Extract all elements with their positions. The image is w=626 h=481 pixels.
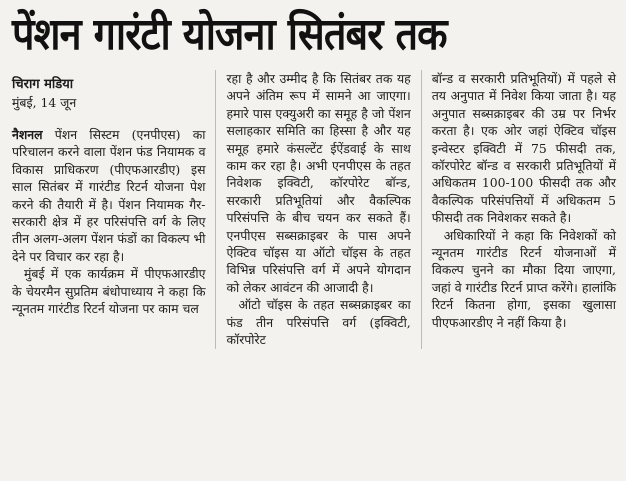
headline: पेंशन गारंटी योजना सितंबर तक — [12, 9, 447, 60]
article-paragraph: रहा है और उम्मीद है कि सितंबर तक यह अपने अंतिम रूप में सामने आ जाएगा। हमारे पास एक्युअरी का समूह है जो पेंशन सलाहकार समिति का हिस्सा है और यह समूह हमारे कंसल्टेंट ईऐंडवाई के साथ काम कर रहा है। अभी एनपीएस के तहत निवेशक इक्विटी, कॉरपोरेट बॉन्ड, सरकारी प्रतिभूतियां और वैकल्पिक परिसंपत्ति के बीच चयन कर सकते हैं। एनपीएस सब्सक्राइबर के पास अपने ऐक्टिव चॉइस या ऑटो चॉइस के तहत विभिन्न परिसंपत्ति वर्ग में अपने योगदान को लेकर आवंटन की आजादी है। — [226, 71, 411, 295]
article-paragraph: बॉन्ड व सरकारी प्रतिभूतियों) में पहले से तय अनुपात में निवेश किया जाता है। यह अनुपात सब्सक्राइबर की उम्र पर निर्भर करता है। एक ओर जहां ऐक्टिव चॉइस इन्वेस्टर इक्विटी में 75 फीसदी तक, कॉरपोरेट बॉन्ड व सरकारी प्रतिभूतियों में अधिकतम 100-100 फीसदी तक और वैकल्पिक परिसंपत्तियों में अधिकतम 5 फीसदी तक निवेशकर सकते है। — [431, 71, 616, 226]
byline-author: चिराग मडिया — [12, 77, 74, 92]
article-column-3 — [432, 70, 616, 349]
paragraph-text: पेंशन सिस्टम (एनपीएस) का परिचालन करने वाला पेंशन फंड नियामक व विकास प्राधिकरण (पीएफआरडीए) इस साल सितंबर में गारंटीड रिटर्न योजना पेश करने की तैयारी में है। पेंशन नियामक गैर-सरकारी क्षेत्र में हर परिसंपत्ति वर्ग के लिए तीन अलग-अलग पेंशन फंडों का विकल्प भी देने पर विचार कर रहा है। — [12, 127, 206, 264]
article-column-2 — [226, 70, 410, 349]
article-paragraph: अधिकारियों ने कहा कि निवेशकों को न्यूनतम गारंटीड रिटर्न योजनाओं में विकल्प चुनने का मौका दिया जाएगा, जहां वे गारंटीड रिटर्न प्राप्त करेंगे। हालांकि रिटर्न कितना होगा, इसका खुलासा पीएफआरडीए ने नहीं किया है। — [431, 227, 616, 330]
article-paragraph: ऑटो चॉइस के तहत सब्सक्राइबर का फंड तीन परिसंपत्ति वर्ग (इक्विटी, कॉरपोरेट — [226, 297, 411, 348]
lead-word: नैशनल — [12, 127, 43, 142]
article-paragraph: मुंबई में एक कार्यक्रम में पीएफआरडीए के चेयरमैन सुप्रतिम बंधोपाध्याय ने कहा कि न्यूनतम गारंटीड रिटर्न योजना पर काम चल — [12, 266, 206, 317]
article-paragraph — [12, 126, 205, 265]
article-columns — [12, 70, 616, 349]
column-divider — [421, 70, 422, 349]
column-divider — [215, 70, 216, 349]
byline-dateline: मुंबई, 14 जून — [12, 95, 77, 110]
